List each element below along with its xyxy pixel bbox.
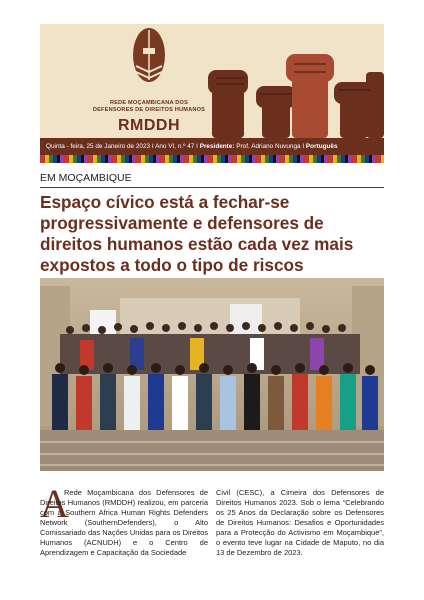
decorative-pattern-band (40, 155, 384, 163)
president-name: Prof. Adriano Nuvunga I (236, 143, 305, 150)
article-body-column-2: Civil (CESC), a Cimeira dos Defensores de Direitos Humanos 2023. Sob o lema “Celebrando os 25 Anos da Declaração sobre os Defensores de Direitos Humanos: Desafios e Oportunidades para a Protecção do Activismo em Moçambique”, o evento teve lugar na Cidade de Maputo, no dia 13 de Dezembro de 2023. (216, 488, 384, 557)
issue-info-bar (40, 138, 384, 155)
section-label: EM MOÇAMBIQUE (40, 172, 132, 184)
org-name-line1: REDE MOÇAMBICANA DOS (109, 100, 189, 106)
language-label: Português (305, 143, 338, 150)
raised-fists-illustration (204, 24, 384, 138)
drop-cap: A (40, 481, 69, 526)
section-divider (40, 187, 384, 188)
article-body-column-1: Rede Moçambicana dos Defensores de Direitos Humanos (RMDDH) realizou, em parceria com a Southern Africa Human Rights Defenders Network (SouthernDefenders), o Alto Comissariado das Nações Unidas para os Direitos Humanos (ACNUDH) e o Centro de Aprendizagem e Capacitação da Sociedade (40, 488, 208, 557)
org-acronym: RMDDH (117, 117, 181, 134)
article-headline: Espaço cívico está a fechar-se progressivamente e defensores de direitos humanos estão cada vez mais expostos a todo o tipo de riscos (40, 192, 354, 275)
masthead (40, 24, 384, 138)
president-label: Presidente: (199, 143, 235, 150)
issue-date: Quinta - feira, 25 de Janeiro de 2023 I Ano VI, n.º 47 I (46, 143, 198, 150)
shield-logo (131, 26, 167, 84)
group-photo (40, 278, 384, 471)
org-name-line2: DEFENSORES DE DIREITOS HUMANOS (92, 107, 206, 113)
